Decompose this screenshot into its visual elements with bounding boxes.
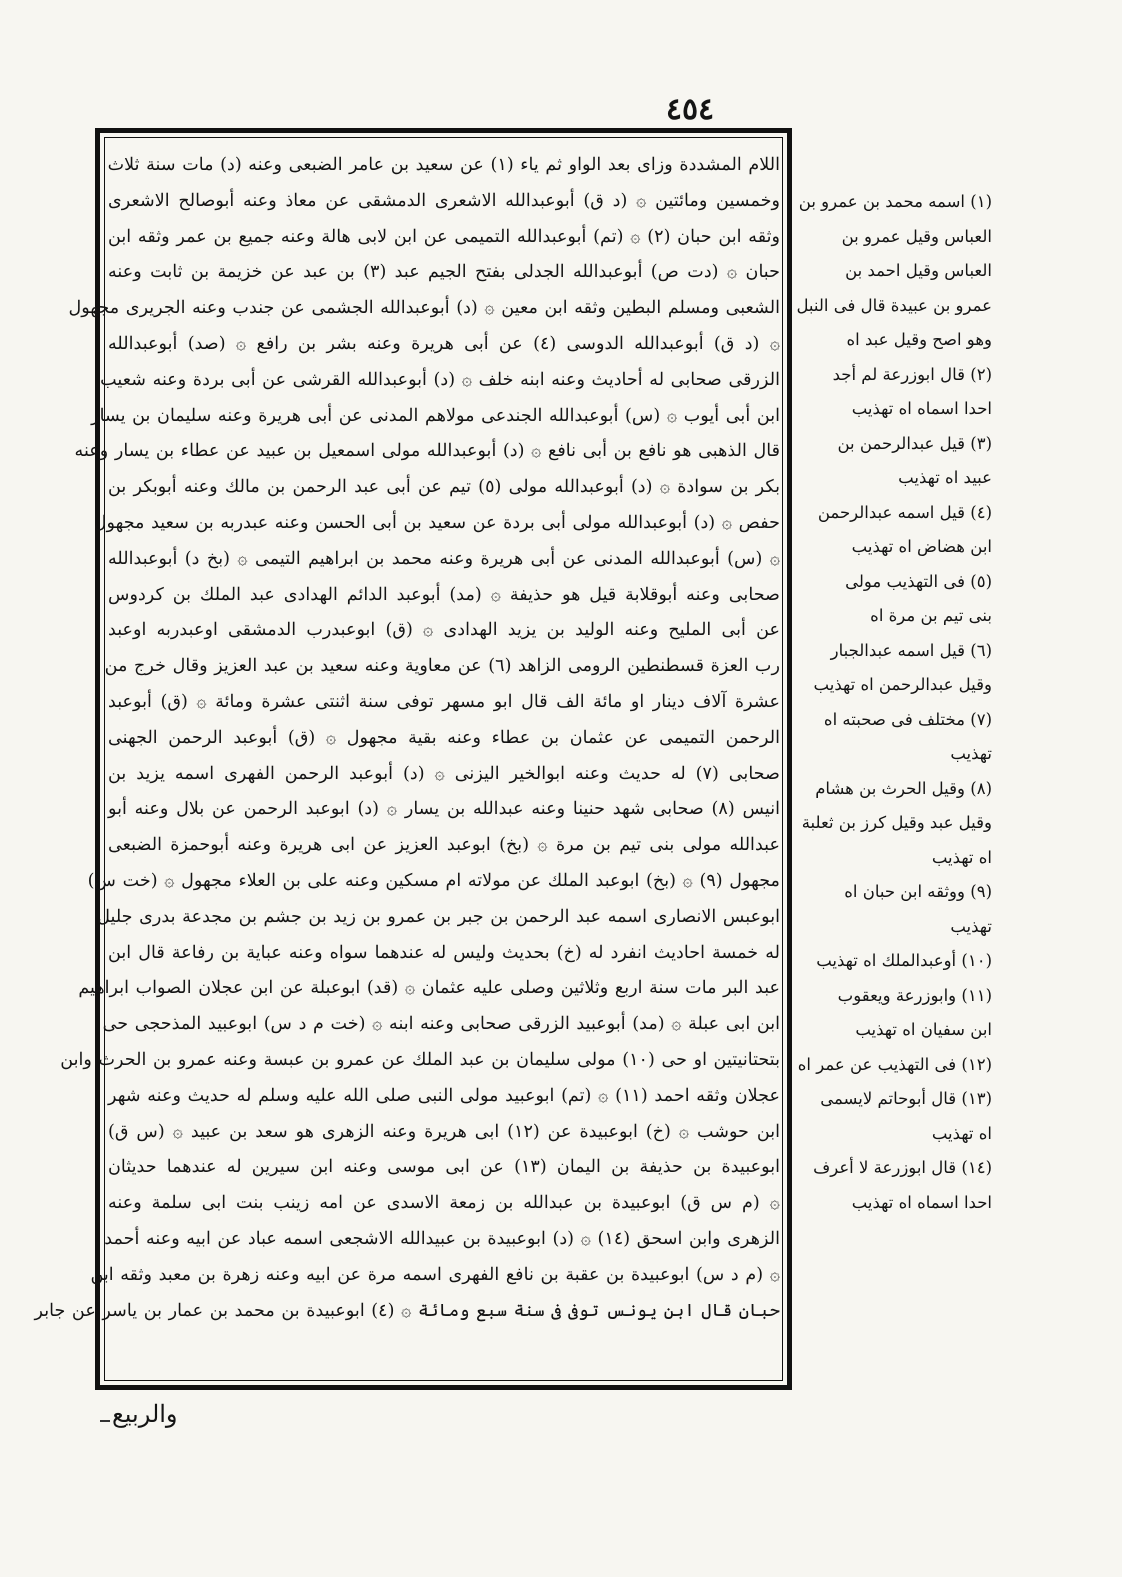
text-line: ۞ (د ق) أبوعبدالله الدوسى (٤) عن أبى هريرة وعنه بشر بن رافع ۞ (صد) أبوعبدالله xyxy=(108,333,781,354)
margin-note-line: (١) اسمه محمد بن عمرو بن xyxy=(798,192,992,211)
margin-note-line: احدا اسماه اه تهذيب xyxy=(851,1192,992,1212)
margin-note-line: (١٢) فى التهذيب عن عمر اه xyxy=(797,1054,992,1074)
text-line: عبدالله مولى بنى تيم بن مرة ۞ (بخ) ابوعبد العزيز عن ابى هريرة وعنه أبوحمزة الضبعى xyxy=(108,835,780,856)
margin-note-line: تهذيب xyxy=(950,916,992,936)
catchword: والربيع xyxy=(112,1400,178,1428)
margin-note-line: (١١) وابوزرعة ويعقوب xyxy=(837,985,992,1005)
text-line: ابوعبس الانصارى اسمه عبد الرحمن بن جبر بن عمرو بن زيد بن جشم بن مجدعة بدرى جليل xyxy=(97,906,780,927)
margin-note-line: ابن سفيان اه تهذيب xyxy=(855,1020,992,1039)
margin-note-line: احدا اسماه اه تهذيب xyxy=(851,399,992,418)
main-text-block xyxy=(34,148,781,1378)
text-line: ابوعبيدة بن حذيفة بن اليمان (١٣) عن ابى موسى وعنه ابن سيرين له عندهما حديثان xyxy=(108,1157,780,1178)
margin-note-line: عبيد اه تهذيب xyxy=(898,468,992,487)
margin-note-line: (٩) ووثقه ابن حبان اه xyxy=(844,882,992,901)
margin-note-line: (٧) مختلف فى صحبته اه xyxy=(823,709,992,729)
page-number: ٤٥٤ xyxy=(665,92,715,127)
margin-note-line: عمرو بن عبيدة قال فى النبل xyxy=(796,295,992,315)
text-line: الزرقى صحابى له أحاديث وعنه ابنه خلف ۞ (د) أبوعبدالله القرشى عن أبى بردة وعنه شعيب xyxy=(100,369,780,390)
text-line: ۞ (م س ق) ابوعبيدة بن عبدالله بن زمعة الاسدى عن امه زينب بنت ابى سلمة وعنه xyxy=(108,1193,780,1214)
margin-note-line: (٣) قيل عبدالرحمن بن xyxy=(837,433,992,453)
text-line: ۞ (م د س) ابوعبيدة بن عقبة بن نافع الفهرى اسمه مرة عن ابيه وعنه زهرة بن معبد وثقه ابن xyxy=(90,1264,780,1285)
text-line: ابن أبى أيوب ۞ (س) أبوعبدالله الجندعى مولاهم المدنى عن أبى هريرة وعنه سليمان بن يسار xyxy=(91,405,780,426)
margin-note-line: (١٣) قال أبوحاتم لايسمى xyxy=(820,1089,992,1108)
text-line: وخمسين ومائتين ۞ (د ق) أبوعبدالله الاشعرى الدمشقى عن معاذ وعنه أبوصالح الاشعرى xyxy=(108,190,780,211)
text-line: الرحمن التميمى عن عثمان بن عطاء وعنه بقية مجهول ۞ (ق) أبوعبد الرحمن الجهنى xyxy=(108,727,780,748)
margin-note-line: اه تهذيب xyxy=(931,1123,992,1143)
margin-note-line: وقيل عبدالرحمن اه تهذيب xyxy=(813,675,992,694)
text-line: بتحتانيتين او حى (١٠) مولى سليمان بن عبد الملك عن عمرو بن عبسة وعنه عمرو بن الحرث وابن xyxy=(60,1049,780,1070)
text-line: رب العزة قسطنطين الرومى الزاهد (٦) عن معاوية وعنه سعيد بن عبد العزيز وقال خرج من xyxy=(104,656,780,677)
margin-note-line: (١٠) أوعبدالملك اه تهذيب xyxy=(816,951,992,970)
text-line: عجلان وثقه احمد (١١) ۞ (تم) ابوعبيد مولى النبى صلى الله عليه وسلم له حديث وعنه شهر xyxy=(108,1085,780,1106)
margin-note-line: (٥) فى التهذيب مولى xyxy=(845,571,992,591)
text-line: له خمسة احاديث انفرد له (خ) بحديث وليس له عندهما سواه وعنه عباية بن رفاعة قال ابن xyxy=(108,942,780,963)
text-line: صحابى (٧) له حديث وعنه ابوالخير اليزنى ۞ (د) أبوعبد الرحمن الفهرى اسمه يزيد بن xyxy=(108,763,780,784)
text-line: عن أبى المليح وعنه الوليد بن يزيد الهدادى ۞ (ق) ابوعبدرب الدمشقى اوعبدربه اوعبد xyxy=(108,620,780,641)
text-line: عشرة آلاف دينار او مائة الف قال ابو مسهر توفى سنة اثنتى عشرة ومائة ۞ (ق) أبوعبد xyxy=(108,691,780,712)
text-line: الزهرى وابن اسحق (١٤) ۞ (د) ابوعبيدة بن عبيدالله الاشجعى اسمه عباد عن ابيه وعنه أحمد xyxy=(104,1228,780,1249)
margin-note-line: وقيل عبد وقيل كرز بن ثعلبة xyxy=(801,813,992,832)
text-line: اللام المشددة وزاى بعد الواو ثم ياء (١) عن سعيد بن عامر الضبعى وعنه (د) مات سنة ثلاث xyxy=(107,155,780,175)
text-line: عبد البر مات سنة اربع وثلاثين وصلى عليه عثمان ۞ (قد) ابوعبلة عن ابن عجلان الصواب ابراهيم xyxy=(78,978,780,999)
text-line: حبان قال ابن يونس توفى فى سنة سبع ومائة ۞ (٤) ابوعبيدة بن محمد بن عمار بن ياسر عن جابر xyxy=(34,1300,780,1321)
text-line: ۞ (س) أبوعبدالله المدنى عن أبى هريرة وعنه محمد بن ابراهيم التيمى ۞ (بخ د) أبوعبدالله xyxy=(108,548,780,569)
margin-notes xyxy=(796,185,992,1295)
margin-note-line: ابن هضاض اه تهذيب xyxy=(851,537,992,556)
text-line: بكر بن سوادة ۞ (د) أبوعبدالله مولى (٥) تيم عن أبى عبد الرحمن بن مالك وعنه أبوبكر بن xyxy=(108,477,780,498)
text-line: ابن ابى عبلة ۞ (مد) أبوعبيد الزرقى صحابى وعنه ابنه ۞ (خت م د س) ابوعبيد المذحجى حى xyxy=(102,1014,780,1035)
text-line: انيس (٨) صحابى شهد حنينا وعنه عبدالله بن يسار ۞ (د) ابوعبد الرحمن عن بلال وعنه أبو xyxy=(108,799,780,820)
catchword-dash xyxy=(100,1420,110,1422)
text-line: وثقه ابن حبان (٢) ۞ (تم) أبوعبدالله التميمى عن ابن لابى هالة وعنه جميع بن عمر وثقه ابن xyxy=(108,226,780,247)
margin-note-line: (١٤) قال ابوزرعة لا أعرف xyxy=(813,1158,992,1177)
text-line: مجهول (٩) ۞ (بخ) ابوعبد الملك عن مولاته ام مسكين وعنه على بن العلاء مجهول ۞ (خت س) xyxy=(87,870,780,891)
margin-note-line: (٢) قال ابوزرعة لم أجد xyxy=(832,364,992,384)
text-line: حبان ۞ (دت ص) أبوعبدالله الجدلى بفتح الجيم عبد (٣) بن عبد عن خزيمة بن ثابت وعنه xyxy=(108,262,780,283)
margin-note-line: تهذيب xyxy=(950,744,992,763)
margin-note-line: (٤) قيل اسمه عبدالرحمن xyxy=(817,502,992,522)
text-line: الشعبى ومسلم البطين وثقه ابن معين ۞ (د) أبوعبدالله الجشمى عن جندب وعنه الجريرى مجهول xyxy=(68,298,780,319)
text-line: قال الذهبى هو نافع بن أبى نافع ۞ (د) أبوعبدالله مولى اسمعيل بن عبيد عن عطاء بن يسار وعنه xyxy=(74,441,780,462)
margin-note-line: اه تهذيب xyxy=(931,847,992,867)
margin-note-line: (٨) وقيل الحرث بن هشام xyxy=(815,778,992,798)
text-line: ابن حوشب ۞ (خ) ابوعبيدة عن (١٢) ابى هريرة وعنه الزهرى هو سعد بن عبيد ۞ (س ق) xyxy=(108,1121,780,1142)
text-line: حفص ۞ (د) أبوعبدالله مولى أبى بردة عن سعيد بن أبى الحسن وعنه عبدربه بن سعيد مجهول xyxy=(93,512,780,533)
margin-note-line: بنى تيم بن مرة اه xyxy=(870,606,992,625)
margin-note-line: العباس وقيل احمد بن xyxy=(845,261,992,280)
text-line: صحابى وعنه أبوقلابة قيل هو حذيفة ۞ (مد) أبوعبد الدائم الهدادى عبد الملك بن كردوس xyxy=(108,584,780,605)
margin-note-line: وهو اصح وقيل عبد اه xyxy=(846,330,992,349)
margin-note-line: العباس وقيل عمرو بن xyxy=(841,226,992,246)
margin-note-line: (٦) قيل اسمه عبدالجبار xyxy=(830,640,992,660)
